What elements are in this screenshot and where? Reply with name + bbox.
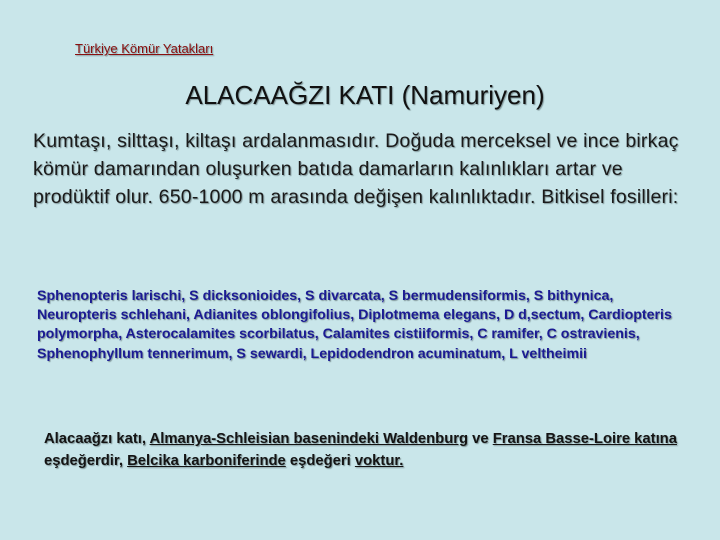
note-link-voktur[interactable]: voktur. xyxy=(354,453,404,469)
note-text: eşdeğerdir, xyxy=(44,453,128,469)
fossil-list: Sphenopteris larischi, S dicksonioides, S divarcata, S bermudensiformis, S bithynica, Neuropteris schlehani, Adianites oblongifolius, Diplotmema elegans, D d,sectum, Cardiopteris polymorpha, Asterocalamites scorbilatus, Calamites cistiiformis, C ramifer, C ostravienis, Sphenophyllum tennerimum, S sewardi, Lepidodendron acuminatum, L veltheimii xyxy=(37,288,672,362)
intro-paragraph: Kumtaşı, silttaşı, kiltaşı ardalanmasıdır. Doğuda merceksel ve ince birkaç kömür damarından oluşurken batıda damarların kalınlıkları artar ve prodüktif olur. 650-1000 m arasında değişen kalınlıktadır. Bitkisel fosilleri: xyxy=(33,130,679,208)
equivalence-note xyxy=(44,428,684,472)
note-text: eşdeğeri xyxy=(285,453,355,469)
note-link-basse-loire[interactable]: Fransa Basse-Loire katına xyxy=(492,431,677,447)
note-text: ve xyxy=(468,431,493,447)
page-title: ALACAAĞZI KATI (Namuriyen) xyxy=(185,80,545,110)
header-link[interactable]: Türkiye Kömür Yatakları xyxy=(75,41,214,56)
note-link-waldenburg[interactable]: Almanya-Schleisian basenindeki Waldenburg xyxy=(149,431,469,447)
note-link-belcika[interactable]: Belcika karboniferinde xyxy=(127,453,286,469)
note-text: Alacaağzı katı, xyxy=(44,431,150,447)
